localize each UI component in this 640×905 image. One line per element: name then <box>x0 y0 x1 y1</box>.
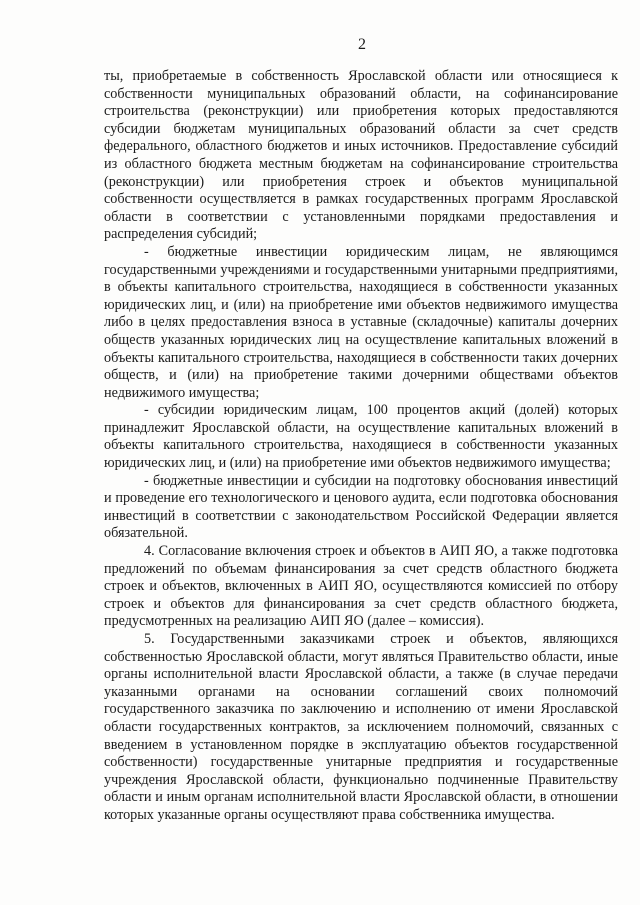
list-item-budget-investments: - бюджетные инвестиции юридическим лицам, не являющимся государственными учреждениями и государственными унитарными предприятиями, в объекты капитального строительства, находящиеся в собственности указанных юридических лиц, и (или) на приобретение ими объектов недвижимого имущества либо в целях предоставления взноса в уставные (складочные) капиталы дочерних обществ указанных юридических лиц на осуществление капитальных вложений в объекты капитального строительства, находящиеся в собственности таких дочерних обществ, и (или) на приобретение такими дочерними обществами объектов недвижимого имущества; <box>104 243 618 401</box>
paragraph-clause-5: 5. Государственными заказчиками строек и объектов, являющихся собственностью Ярославской области, могут являться Правительство области, иные органы исполнительной власти Ярославской области, а также (в случае передачи указанными органами на основании соглашений своих полномочий государственного заказчика по заключению и исполнению от имени Ярославской области государственных контрактов, за исключением полномочий, связанных с введением в установленном порядке в эксплуатацию объектов государственной собственности) государственные унитарные предприятия и государственные учреждения Ярославской области, функционально подчиненные Правительству области и иным органам исполнительной власти Ярославской области, в отношении которых указанные органы осуществляют права собственника имущества. <box>104 631 618 823</box>
list-item-investment-justification: - бюджетные инвестиции и субсидии на подготовку обоснования инвестиций и проведение его технологического и ценового аудита, если подготовка обоснования инвестиций в соответствии с законодательством Российской Федерации является обязательной. <box>104 472 618 542</box>
document-body <box>104 68 618 825</box>
list-item-subsidies-legal-entities: - субсидии юридическим лицам, 100 процентов акций (долей) которых принадлежит Ярославской области, на осуществление капитальных вложений в объекты капитального строительства, находящиеся в собственности указанных юридических лиц, и (или) на приобретение ими объектов недвижимого имущества; <box>104 402 618 472</box>
page-number: 2 <box>358 36 366 53</box>
paragraph-continuation: ты, приобретаемые в собственность Ярославской области или относящиеся к собственности муниципальных образований области, на софинансирование строительства (реконструкции) или приобретения которых предоставляются субсидии бюджетам муниципальных образований области за счет средств федерального, областного бюджетов и иных источников. Предоставление субсидий из областного бюджета местным бюджетам на софинансирование строительства (реконструкции) или приобретения строек и объектов муниципальной собственности осуществляется в рамках государственных программ Ярославской области в соответствии с установленными порядками предоставления и распределения субсидий; <box>104 68 618 243</box>
paragraph-clause-4: 4. Согласование включения строек и объектов в АИП ЯО, а также подготовка предложений по объемам финансирования за счет средств областного бюджета строек и объектов, включенных в АИП ЯО, осуществляются комиссией по отбору строек и объектов для финансирования за счет средств областного бюджета, предусмотренных на реализацию АИП ЯО (далее – комиссия). <box>104 543 618 630</box>
